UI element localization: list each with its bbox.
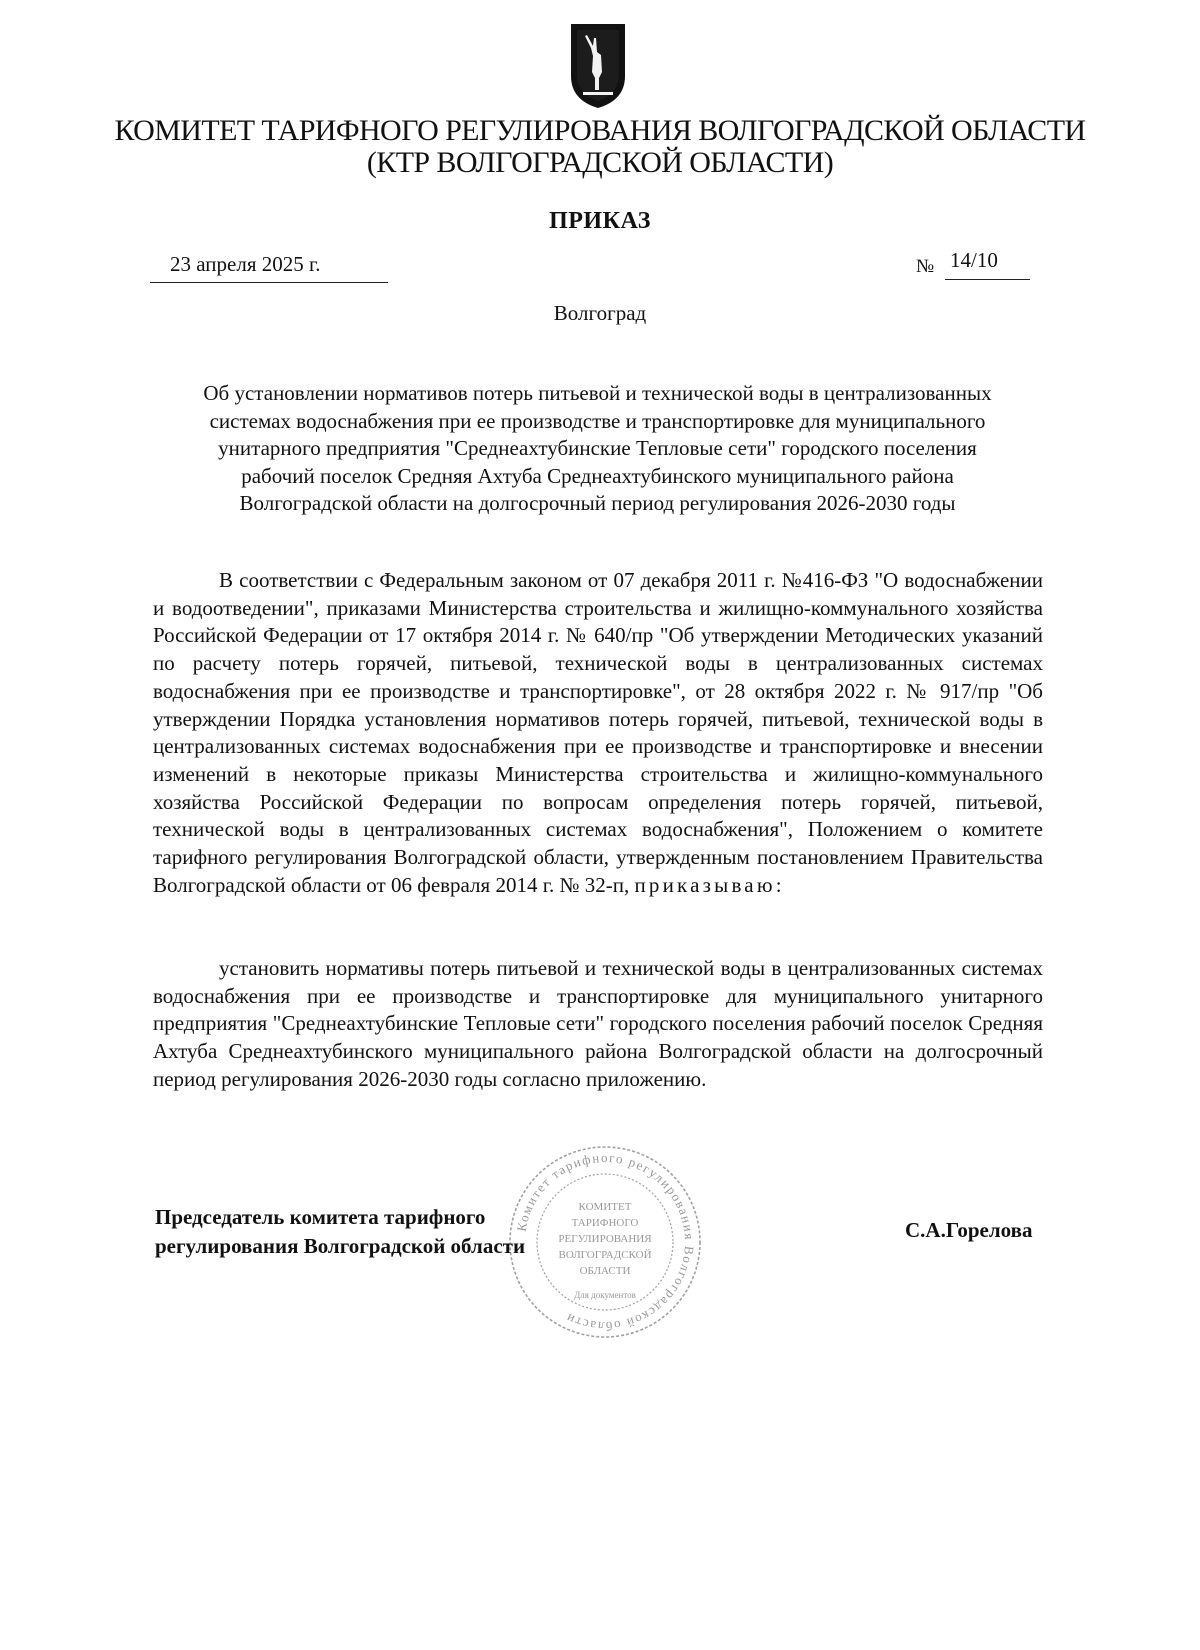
preamble-paragraph <box>153 567 1043 899</box>
stamp-center-text: РЕГУЛИРОВАНИЯ <box>558 1233 652 1245</box>
stamp-bottom-text: Для документов <box>574 1290 636 1300</box>
title-line: Об установлении нормативов потерь питьевой и технической воды в централизованных <box>203 381 992 405</box>
title-line: унитарного предприятия "Среднеахтубинские Тепловые сети" городского поселения <box>218 436 977 460</box>
number-sign: № <box>916 256 935 277</box>
organization-short-name: (КТР ВОЛГОГРАДСКОЙ ОБЛАСТИ) <box>366 146 834 179</box>
stamp-ring-text: Комитет тарифного регулирования Волгоградской области <box>513 1149 698 1335</box>
title-line: системах водоснабжения при ее производстве и транспортировке для муниципального <box>209 408 986 433</box>
organization-name: КОМИТЕТ ТАРИФНОГО РЕГУЛИРОВАНИЯ ВОЛГОГРАДСКОЙ ОБЛАСТИ <box>114 114 1086 147</box>
stamp-center-text: ТАРИФНОГО <box>571 1217 639 1229</box>
document-type: ПРИКАЗ <box>549 208 651 234</box>
title-line: Волгоградской области на долгосрочный период регулирования 2026-2030 годы <box>239 491 956 515</box>
document-date: 23 апреля 2025 г. <box>170 252 321 276</box>
document-city: Волгоград <box>553 301 647 325</box>
signatory-title-line: Председатель комитета тарифного <box>155 1205 486 1229</box>
title-line: рабочий поселок Средняя Ахтуба Среднеахтубинского муниципального района <box>241 463 954 488</box>
signatory-title <box>155 1203 525 1261</box>
signatory-name: С.А.Горелова <box>905 1218 1033 1242</box>
number-underline <box>945 279 1030 280</box>
document-number: 14/10 <box>950 248 998 272</box>
stamp-center-text: ВОЛГОГРАДСКОЙ <box>558 1249 652 1261</box>
order-word: приказываю: <box>634 872 785 897</box>
stamp-center-text: ОБЛАСТИ <box>579 1265 631 1277</box>
order-paragraph: установить нормативы потерь питьевой и технической воды в централизованных системах водоснабжения при ее производстве и транспортировке для муниципального унитарного предприятия "Среднеахтубинские Тепловые сети" городского поселения рабочий поселок Средняя Ахтуба Среднеахтубинского муниципального района Волгоградской области на долгосрочный период регулирования 2026-2030 годы согласно приложению. <box>153 956 1043 1091</box>
volgograd-coat-of-arms-icon <box>561 18 635 112</box>
document-title <box>150 380 1045 518</box>
stamp-center-text: КОМИТЕТ <box>578 1201 632 1213</box>
preamble-text: В соответствии с Федеральным законом от 07 декабря 2011 г. №416-ФЗ "О водоснабжении и водоотведении", приказами Министерства строительства и жилищно-коммунального хозяйства Российской Федерации от 17 октября 2014 г. № 640/пр "Об утверждении Методических указаний по расчету потерь горячей, питьевой, технической воды в централизованных системах водоснабжения при ее производстве и транспортировке", от 28 октября 2022 г. № 917/пр "Об утверждении Порядка установления нормативов потерь горячей, питьевой, технической воды в централизованных системах водоснабжения при ее производстве и транспортировке и внесении изменений в некоторые приказы Министерства строительства и жилищно-коммунального хозяйства Российской Федерации по вопросам определения потерь горячей, питьевой, технической воды в централизованных системах водоснабжения", Положением о комитете тарифного регулирования Волгоградской области, утвержденным постановлением Правительства Волгоградской области от 06 февраля 2014 г. № 32-п, <box>153 568 1043 897</box>
official-stamp <box>505 1142 705 1342</box>
date-underline <box>150 282 388 283</box>
signatory-title-line: регулирования Волгоградской области <box>155 1234 526 1258</box>
